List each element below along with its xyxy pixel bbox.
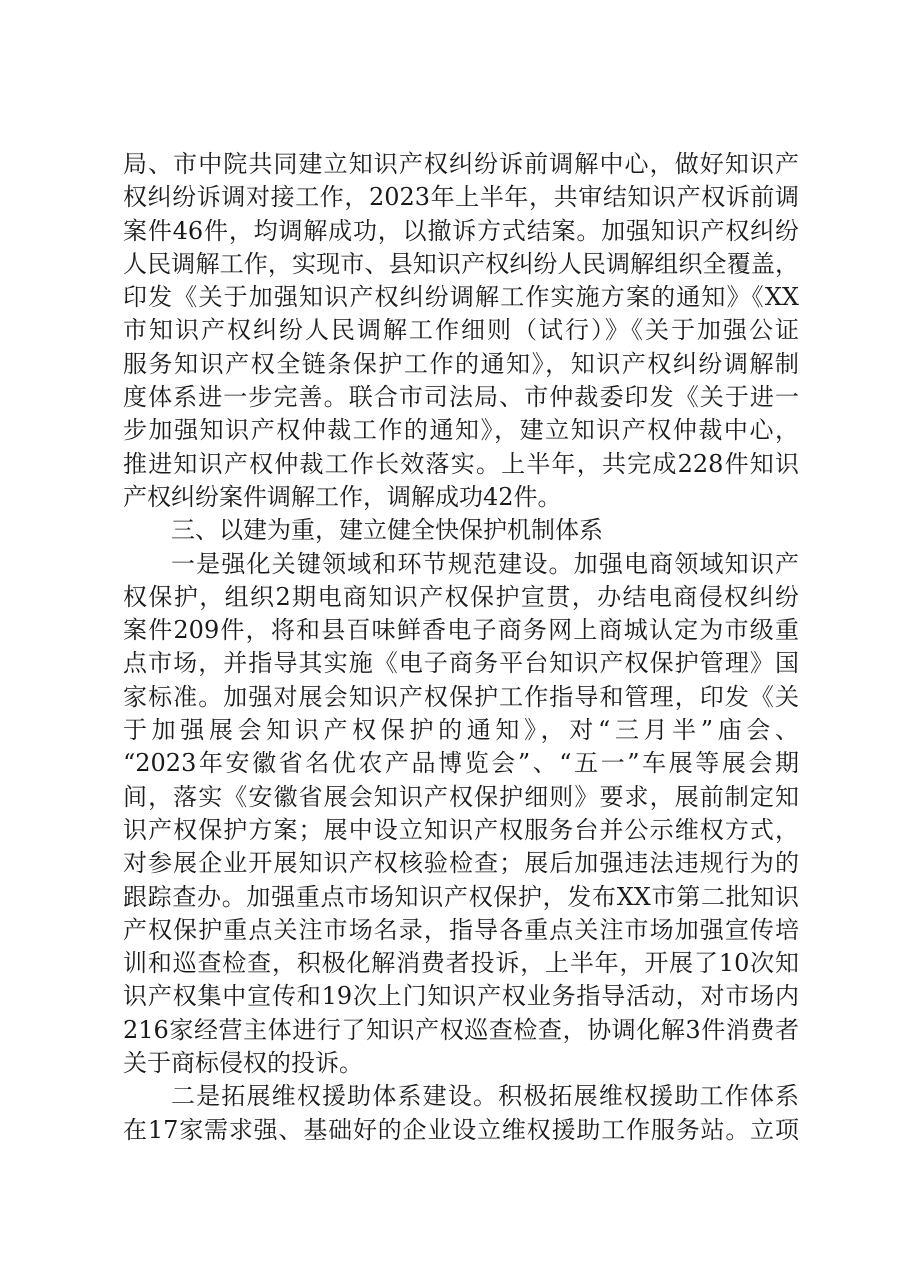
text-line: 产权保护重点关注市场名录，指导各重点关注市场加强宣传培: [123, 915, 799, 944]
text-line: 权保护，组织2期电商知识产权保护宣贯，办结电商侵权纠纷: [123, 582, 799, 611]
text-line: “2023年安徽省名优农产品博览会”、“五一”车展等展会期: [123, 749, 799, 778]
paragraph-rights-assistance: [123, 1080, 799, 1147]
text-line: 人民调解工作，实现市、县知识产权纠纷人民调解组织全覆盖，: [123, 249, 799, 278]
text-line: 市知识产权纠纷人民调解工作细则（试行）》《关于加强公证: [123, 316, 799, 345]
document-body: [123, 148, 799, 1147]
text-line: 推进知识产权仲裁工作长效落实。上半年，共完成228件知识: [123, 449, 799, 478]
paragraph-key-areas: [123, 548, 799, 1081]
text-line: 步加强知识产权仲裁工作的通知》，建立知识产权仲裁中心，: [123, 416, 799, 445]
text-line: 于加强展会知识产权保护的通知》，对“三月半”庙会、: [123, 716, 799, 745]
text-line: 度体系进一步完善。联合市司法局、市仲裁委印发《关于进一: [123, 383, 799, 412]
text-line: 一是强化关键领域和环节规范建设。加强电商领域知识产: [171, 549, 799, 578]
text-line: 局、市中院共同建立知识产权纠纷诉前调解中心，做好知识产: [123, 150, 799, 178]
text-line: 识产权集中宣传和19次上门知识产权业务指导活动，对市场内: [123, 982, 799, 1011]
section-heading: 三、以建为重，建立健全快保护机制体系: [171, 516, 603, 545]
text-line: 跟踪查办。加强重点市场知识产权保护，发布XX市第二批知识: [123, 882, 799, 911]
text-line: 点市场，并指导其实施《电子商务平台知识产权保护管理》国: [123, 649, 799, 678]
text-line: 训和巡查检查，积极化解消费者投诉，上半年，开展了10次知: [123, 949, 799, 978]
text-line: 家标准。加强对展会知识产权保护工作指导和管理，印发《关: [123, 682, 799, 711]
text-line: 案件209件，将和县百味鲜香电子商务网上商城认定为市级重: [123, 616, 799, 645]
text-line: 印发《关于加强知识产权纠纷调解工作实施方案的通知》《XX: [123, 283, 799, 312]
text-line: 216家经营主体进行了知识产权巡查检查，协调化解3件消费者: [123, 1015, 799, 1044]
text-line: 二是拓展维权援助体系建设。积极拓展维权援助工作体系: [171, 1082, 799, 1111]
text-line: 产权纠纷案件调解工作，调解成功42件。: [123, 482, 562, 511]
text-line: 对参展企业开展知识产权核验检查；展后加强违法违规行为的: [123, 849, 799, 878]
text-line: 服务知识产权全链条保护工作的通知》，知识产权纠纷调解制: [123, 349, 799, 378]
text-line: 案件46件，均调解成功，以撤诉方式结案。加强知识产权纠纷: [123, 216, 799, 245]
text-line: 在17家需求强、基础好的企业设立维权援助工作服务站。立项: [123, 1115, 799, 1144]
text-line: 关于商标侵权的投诉。: [123, 1049, 363, 1078]
text-line: 权纠纷诉调对接工作，2023年上半年，共审结知识产权诉前调: [123, 183, 799, 212]
text-line: 间，落实《安徽省展会知识产权保护细则》要求，展前制定知: [123, 782, 799, 811]
paragraph-ip-mediation: [123, 148, 799, 514]
text-line: 识产权保护方案；展中设立知识产权服务台并公示维权方式，: [123, 815, 799, 844]
